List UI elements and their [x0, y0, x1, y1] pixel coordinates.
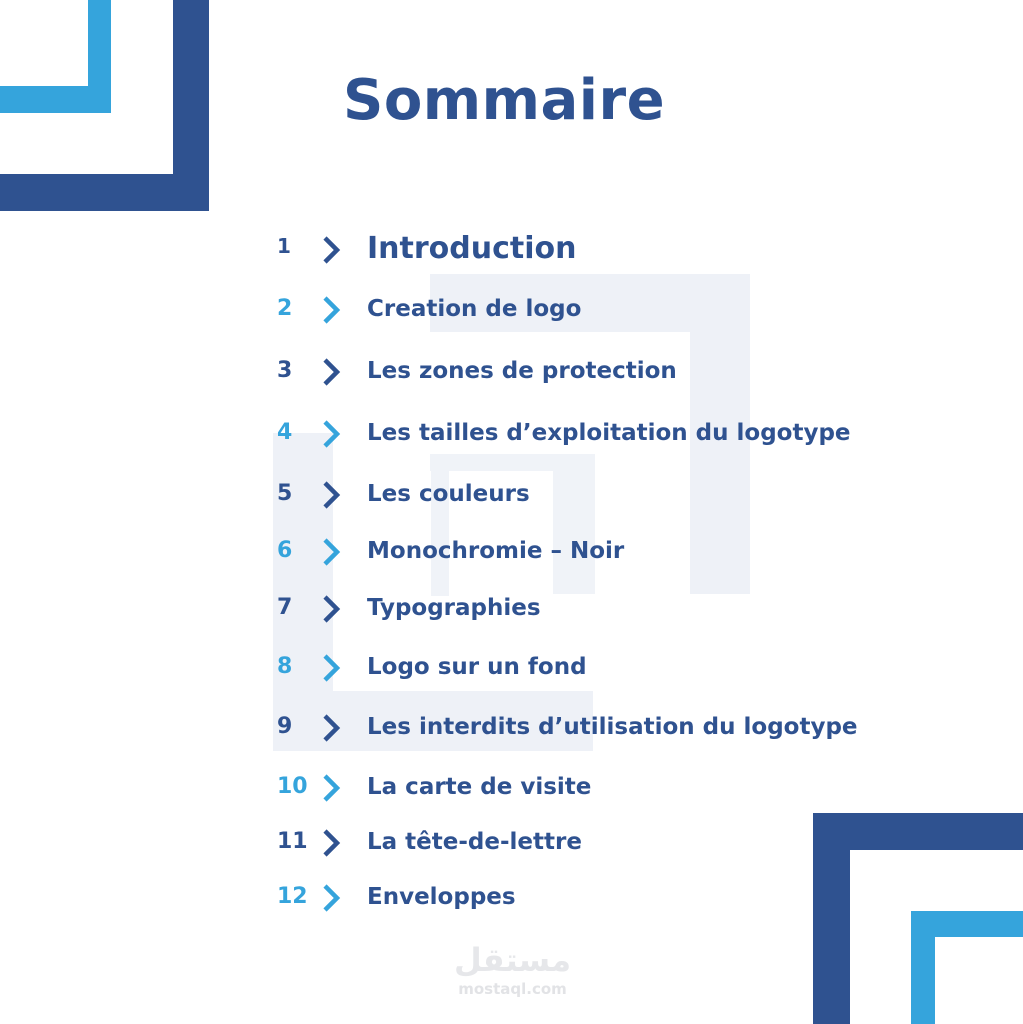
toc-item-number: 2: [277, 296, 293, 321]
page-title: Sommaire: [343, 68, 666, 133]
chevron-right-icon: [320, 480, 342, 510]
toc-item-label: Les tailles d’exploitation du logotype: [367, 420, 851, 446]
corner-decoration-top-left: [0, 0, 212, 213]
toc-item-number: 3: [277, 358, 293, 383]
chevron-right-icon: [320, 295, 342, 325]
toc-item[interactable]: [270, 474, 970, 514]
chevron-right-icon: [320, 713, 342, 743]
toc-item-label: Creation de logo: [367, 296, 582, 322]
toc-item[interactable]: [270, 588, 970, 628]
toc-item-label: Monochromie – Noir: [367, 538, 625, 564]
toc-item[interactable]: [270, 822, 970, 862]
chevron-right-icon: [320, 653, 342, 683]
toc-item-number: 7: [277, 595, 293, 620]
toc-item[interactable]: [270, 229, 970, 269]
toc-item-label: Introduction: [367, 231, 577, 266]
toc-item-label: Les interdits d’utilisation du logotype: [367, 714, 858, 740]
toc-item[interactable]: [270, 531, 970, 571]
toc-item[interactable]: [270, 289, 970, 329]
chevron-right-icon: [320, 883, 342, 913]
toc-item-label: Logo sur un fond: [367, 654, 587, 680]
chevron-right-icon: [320, 828, 342, 858]
chevron-right-icon: [320, 235, 342, 265]
toc-item[interactable]: [270, 351, 970, 391]
mostaql-watermark: [440, 942, 585, 998]
toc-item-label: Les couleurs: [367, 481, 530, 507]
toc-item-number: 5: [277, 481, 293, 506]
toc-item-label: Enveloppes: [367, 884, 516, 910]
toc-item-label: La tête-de-lettre: [367, 829, 582, 855]
toc-item-label: Typographies: [367, 595, 541, 621]
toc-item-number: 9: [277, 714, 293, 739]
chevron-right-icon: [320, 537, 342, 567]
chevron-right-icon: [320, 357, 342, 387]
toc-item-label: La carte de visite: [367, 774, 592, 800]
chevron-right-icon: [320, 419, 342, 449]
toc-item[interactable]: [270, 647, 970, 687]
toc-item-label: Les zones de protection: [367, 358, 677, 384]
toc-item-number: 4: [277, 420, 293, 445]
toc-item-number: 6: [277, 538, 293, 563]
chevron-right-icon: [320, 594, 342, 624]
toc-item-number: 8: [277, 654, 293, 679]
mostaql-url: mostaql.com: [458, 980, 567, 998]
toc-item[interactable]: [270, 413, 970, 453]
chevron-right-icon: [320, 773, 342, 803]
toc-item-number: 10: [277, 774, 308, 799]
mostaql-logo: مستقل: [453, 941, 572, 979]
toc-item[interactable]: [270, 707, 970, 747]
toc-item-number: 11: [277, 829, 308, 854]
toc-item[interactable]: [270, 767, 970, 807]
toc-item[interactable]: [270, 877, 970, 917]
toc-item-number: 1: [277, 234, 291, 258]
toc-item-number: 12: [277, 884, 308, 909]
